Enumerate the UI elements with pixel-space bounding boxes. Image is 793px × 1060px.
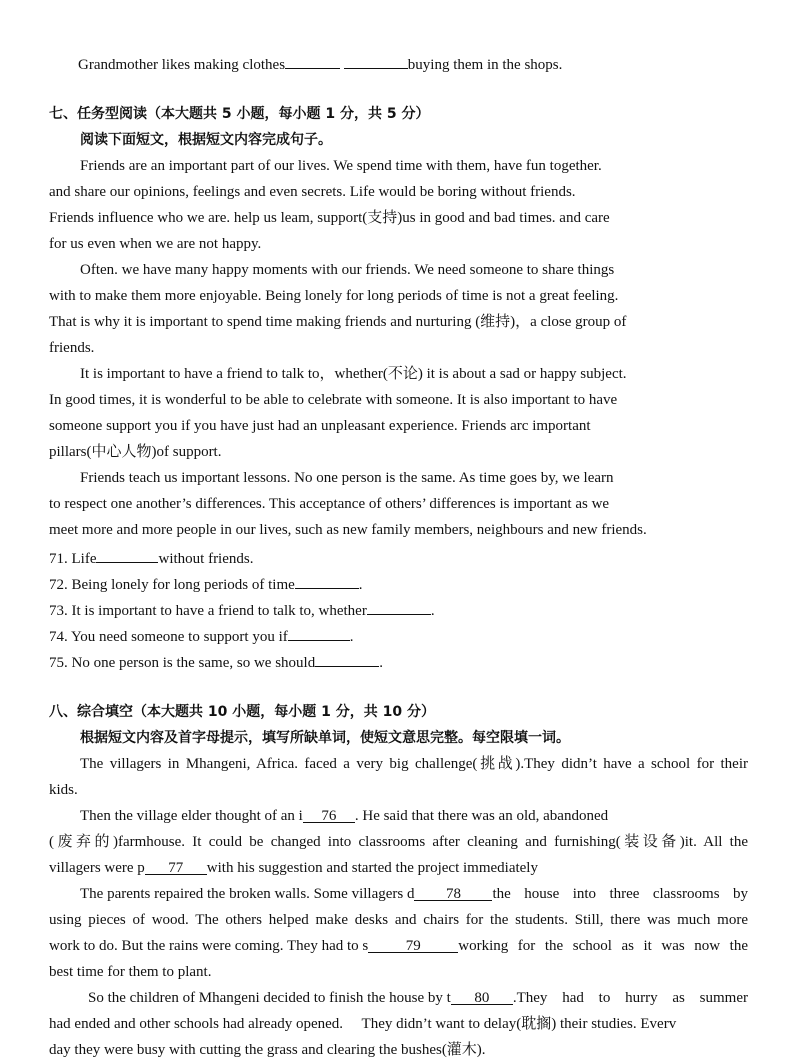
answer-blank-75[interactable] <box>315 651 379 667</box>
passage-line: for us even when we are not happy. <box>49 236 262 252</box>
section7-instruction: 阅读下面短文，根据短文内容完成句子。 <box>80 132 332 148</box>
passage-line: Friends teach us important lessons. No one person is the same. As time goes by, we learn <box>80 470 614 486</box>
passage-line: and share our opinions, feelings and even secrets. Life would be boring without friends. <box>49 184 576 200</box>
passage-line: someone support you if you have just had an unpleasant experience. Friends arc important <box>49 418 591 434</box>
passage-line: meet more and more people in our lives, such as new family members, neighbours and new friends. <box>49 522 647 538</box>
answer-blank-71[interactable] <box>96 547 158 563</box>
cloze-line: villagers were p 77 with his suggestion and started the project immediately <box>49 860 538 876</box>
answer-blank-74[interactable] <box>288 625 350 641</box>
cloze-line: The villagers in Mhangeni, Africa. faced a very big challenge(挑战).They didn’t have a school for their <box>80 756 748 772</box>
passage-line: That is why it is important to spend time making friends and nurturing (维持)，a close group of <box>49 314 627 330</box>
answer-blank-72[interactable] <box>295 573 359 589</box>
section8-heading: 八、综合填空（本大题共 10 小题，每小题 1 分，共 10 分） <box>49 704 435 720</box>
question-73: 73. It is important to have a friend to talk to, whether . <box>49 599 435 620</box>
question-75: 75. No one person is the same, so we should . <box>49 651 383 672</box>
cloze-blank-76[interactable]: 76 <box>303 807 355 823</box>
cloze-line: Then the village elder thought of an i 76 . He said that there was an old, abandoned <box>80 808 609 824</box>
cloze-line: using pieces of wood. The others helped make desks and chairs for the students. Still, there was much more <box>49 912 748 928</box>
blank-b[interactable] <box>344 53 408 69</box>
section8-instruction: 根据短文内容及首字母提示，填写所缺单词，使短文意思完整。每空限填一词。 <box>80 730 570 746</box>
passage-line: with to make them more enjoyable. Being lonely for long periods of time is not a great feeling. <box>49 288 619 304</box>
blank-a[interactable] <box>285 53 340 69</box>
cloze-blank-77[interactable]: 77 <box>145 859 207 875</box>
question-72: 72. Being lonely for long periods of time . <box>49 573 363 594</box>
cloze-line: kids. <box>49 782 78 798</box>
cloze-line: work to do. But the rains were coming. They had to s 79 working for the school as it was now the <box>49 938 748 954</box>
passage-line: It is important to have a friend to talk to，whether(不论) it is about a sad or happy subject. <box>80 366 627 382</box>
question-71: 71. Life without friends. <box>49 547 253 568</box>
grandmother-sentence: Grandmother likes making clothes buying them in the shops. <box>78 53 562 74</box>
passage-line: friends. <box>49 340 95 356</box>
cloze-line: So the children of Mhangeni decided to finish the house by t 80 .They had to hurry as summer <box>88 990 748 1006</box>
cloze-line: The parents repaired the broken walls. Some villagers d 78 the house into three classrooms by <box>80 886 748 902</box>
cloze-blank-80[interactable]: 80 <box>451 989 513 1005</box>
answer-blank-73[interactable] <box>367 599 431 615</box>
passage-line: Often. we have many happy moments with our friends. We need someone to share things <box>80 262 615 278</box>
section7-heading: 七、任务型阅读（本大题共 5 小题，每小题 1 分，共 5 分） <box>49 106 430 122</box>
passage-line: pillars(中心人物)of support. <box>49 444 222 460</box>
cloze-line: (废弃的)farmhouse. It could be changed into classrooms after cleaning and furnishing(装设备)it. All the <box>49 834 748 850</box>
question-74: 74. You need someone to support you if . <box>49 625 354 646</box>
passage-line: In good times, it is wonderful to be able to celebrate with someone. It is also important to have <box>49 392 618 408</box>
cloze-line: had ended and other schools had already opened. They didn’t want to delay(耽搁) their studies. Everv <box>49 1016 677 1032</box>
cloze-blank-78[interactable]: 78 <box>414 885 492 901</box>
cloze-line: day they were busy with cutting the grass and clearing the bushes(灌木). <box>49 1042 486 1058</box>
cloze-blank-79[interactable]: 79 <box>368 937 458 953</box>
cloze-line: best time for them to plant. <box>49 964 212 980</box>
passage-line: Friends are an important part of our lives. We spend time with them, have fun together. <box>80 158 602 174</box>
passage-line: Friends influence who we are. help us leam, support(支持)us in good and bad times. and care <box>49 210 610 226</box>
passage-line: to respect one another’s differences. This acceptance of others’ differences is important as we <box>49 496 610 512</box>
